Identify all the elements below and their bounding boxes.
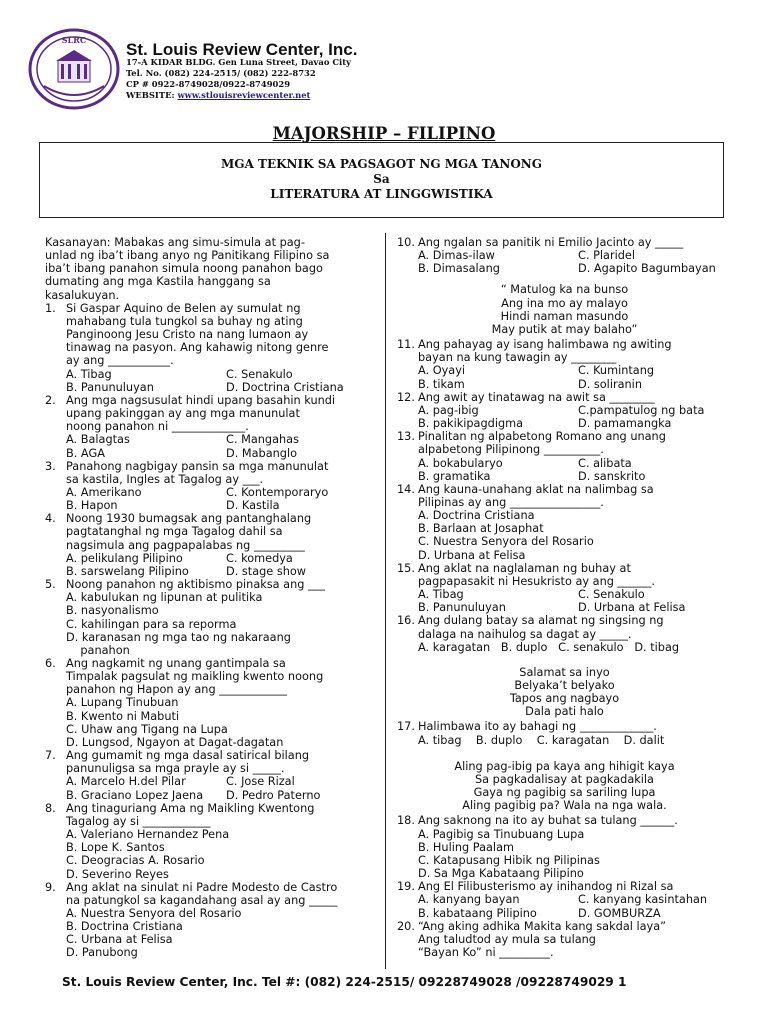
org-address: 17-A KIDAR BLDG. Gen Luna Street, Davao City (126, 57, 351, 67)
question-item (397, 814, 732, 880)
question-line (397, 351, 732, 364)
left-column (45, 236, 380, 960)
option-row (45, 775, 380, 788)
question-text: na patungkol sa kagandahang asal ay ang _____ (66, 893, 338, 907)
question-text: sa kastila, Ingles at Tagalog ay ___. (66, 472, 264, 486)
question-text: Si Gaspar Aquino de Belen ay sumulat ng (66, 301, 301, 315)
option-row (45, 433, 380, 446)
option: B. nasyonalismo (66, 604, 159, 618)
option: D. karanasan ng mga tao ng nakaraang (66, 630, 291, 644)
question-number: 15. (397, 561, 415, 575)
option: A. Marcelo H.del Pilar (66, 775, 186, 789)
option-row (397, 417, 732, 430)
topic-line-1: MGA TEKNIK SA PAGSAGOT NG MGA TANONG (221, 157, 542, 171)
option: B. Kwento ni Mabuti (66, 709, 180, 723)
option: B. pakikipagdigma (418, 417, 524, 431)
question-text: nagsimula ang pagpapalabas ng _________ (66, 538, 305, 552)
question-number: 10. (397, 236, 415, 249)
option-row (397, 378, 732, 391)
option: D. Severino Reyes (66, 867, 169, 881)
topic-line-3: LITERATURA AT LINGGWISTIKA (270, 187, 493, 201)
option-row (397, 470, 732, 483)
question-line (45, 749, 380, 762)
question-text: Pilipinas ay ang ________________. (418, 495, 604, 509)
option: D. Mabanglo (226, 446, 298, 460)
option: B. Hapon (66, 499, 118, 513)
question-number: 18. (397, 814, 415, 828)
option-row (45, 499, 380, 512)
question-line (397, 391, 732, 404)
poem-line: Gaya ng pagibig sa sariling lupa (473, 786, 656, 800)
option: A. Valeriano Hernandez Pena (66, 828, 230, 842)
option: C. Deogracias A. Rosario (66, 854, 205, 868)
question-item (45, 881, 380, 960)
question-line (397, 814, 732, 827)
option: B. Panunuluyan (418, 601, 506, 615)
question-line (45, 420, 380, 433)
option-row (45, 381, 380, 394)
question-text: “Bayan Ko” ni _________. (418, 945, 554, 959)
question-line (45, 657, 380, 670)
logo-text: SLRC (61, 35, 87, 45)
question-item (397, 614, 732, 653)
page-title: MAJORSHIP – FILIPINO (272, 124, 496, 143)
question-number: 20. (397, 919, 415, 933)
question-line (397, 430, 732, 443)
option-row: A. karagatan B. duplo C. senakulo D. tibag (418, 640, 680, 654)
question-text: pagtatanghal ng mga Tagalog dahil sa (66, 525, 283, 539)
option: D. Urbana at Felisa (418, 548, 526, 562)
question-line (397, 720, 732, 733)
question-number: 13. (397, 430, 415, 444)
option: A. pelikulang Pilipino (66, 551, 183, 565)
right-column (397, 236, 732, 959)
question-item (45, 749, 380, 802)
question-text: ay ang ___________. (66, 354, 174, 368)
option-row (397, 364, 732, 377)
option: A. Tibag (418, 588, 464, 602)
poem-excerpt (397, 666, 732, 719)
option: A. Doctrina Cristiana (418, 509, 535, 523)
topic-line-2: Sa (373, 172, 390, 186)
question-line (45, 762, 380, 775)
question-text: Tagalog ay si ____________ (66, 814, 211, 828)
org-cp: CP # 0922-8749028/0922-8749029 (126, 79, 291, 89)
question-number: 8. (45, 801, 56, 815)
option: B. AGA (66, 446, 105, 460)
question-text: Timpalak pagsulat ng maikling kwento noong (66, 670, 324, 684)
option-row (45, 368, 380, 381)
option: D. Urbana at Felisa (578, 601, 686, 615)
option: C. Senakulo (578, 588, 645, 602)
option: A. Dimas-ilaw (418, 249, 495, 263)
question-text: panahon ng Hapon ay ang ____________ (66, 683, 287, 697)
question-text: Ang tinaguriang Ama ng Maikling Kwentong (66, 801, 315, 815)
option-row (45, 486, 380, 499)
question-item (397, 720, 732, 746)
question-line (45, 512, 380, 525)
question-item (397, 338, 732, 391)
question-item (45, 512, 380, 578)
question-text: Ang El Filibusterismo ay inihandog ni Rizal sa (418, 880, 674, 894)
question-line (397, 338, 732, 351)
question-line (45, 670, 380, 683)
option: B. tikam (418, 377, 465, 391)
question-number: 19. (397, 880, 415, 894)
question-line (397, 933, 732, 946)
option-row (397, 249, 732, 262)
option: D. Kastila (226, 499, 280, 513)
option: B. Huling Paalam (418, 840, 515, 854)
question-number: 1. (45, 301, 56, 315)
question-line (397, 562, 732, 575)
question-line (45, 539, 380, 552)
poem-line: Tapos ang nagbayo (509, 692, 620, 706)
question-text: Halimbawa ito ay bahagi ng _____________. (418, 720, 657, 734)
question-item (45, 460, 380, 513)
question-text: Panginoong Jesu Cristo na nang lumaon ay (66, 328, 309, 342)
option: D. Sa Mga Kabataang Pilipino (418, 867, 584, 881)
option: D. sanskrito (578, 469, 646, 483)
poem-line: Dala pati halo (525, 705, 604, 719)
option: C. alibata (578, 456, 632, 470)
question-number: 17. (397, 720, 415, 734)
question-text: mahabang tula tungkol sa buhay ng ating (66, 314, 303, 328)
column-divider (385, 233, 386, 969)
question-text: dalaga na naihulog sa dagat ay _____. (418, 627, 632, 641)
page-footer: St. Louis Review Center, Inc. Tel #: (082) 224-2515/ 09228749028 /09228749029 1 (62, 975, 627, 989)
option: A. Pagibig sa Tinubuang Lupa (418, 827, 585, 841)
question-item (397, 483, 732, 562)
poem-excerpt (397, 283, 732, 336)
question-item (45, 302, 380, 394)
question-item (45, 394, 380, 460)
question-line (45, 341, 380, 354)
question-text: Panahong nagbigay pansin sa mga manunulat (66, 459, 329, 473)
option: B. Panunuluyan (66, 380, 154, 394)
poem-line: “ Matulog ka na bunso (500, 283, 629, 297)
option: A. kabulukan ng lipunan at pulitika (66, 591, 263, 605)
option: panahon (66, 643, 130, 657)
option: A. Tibag (66, 367, 112, 381)
question-item (397, 236, 732, 275)
question-line (45, 894, 380, 907)
poem-line: Ang ina mo ay malayo (501, 296, 628, 310)
poem-excerpt (397, 760, 732, 813)
option-row (397, 262, 732, 275)
question-line (45, 473, 380, 486)
poem-line: Salamat sa inyo (519, 665, 610, 679)
question-item (397, 562, 732, 615)
option: A. Nuestra Senyora del Rosario (66, 906, 242, 920)
option-row (397, 457, 732, 470)
question-line (45, 354, 380, 367)
question-number: 3. (45, 459, 56, 473)
question-line (45, 802, 380, 815)
question-text: noong panahon ni _____________. (66, 420, 249, 434)
option: D. soliranin (578, 377, 642, 391)
option: C. Kontemporaryo (226, 485, 329, 499)
option: D. Doctrina Cristiana (226, 380, 344, 394)
question-text: upang pakinggan ay ang mga manunulat (66, 407, 300, 421)
question-line (397, 483, 732, 496)
intro-line: iba’t ibang panahon simula noong panahon bago (45, 262, 323, 276)
option: B. kabataang Pilipino (418, 906, 537, 920)
question-text: Ang nagkamit ng unang gantimpala sa (66, 657, 286, 670)
option: A. Balagtas (66, 433, 130, 447)
question-number: 11. (397, 338, 415, 352)
question-text: Ang mga nagsusulat hindi upang basahin kundi (66, 393, 336, 407)
option: A. Oyayi (418, 364, 466, 378)
question-line (45, 302, 380, 315)
question-text: Ang aklat na naglalaman ng buhay at (418, 561, 631, 575)
question-line (397, 443, 732, 456)
question-text: Ang saknong na ito ay buhat sa tulang ______. (418, 814, 678, 828)
question-item (45, 578, 380, 657)
option: C.pampatulog ng bata (578, 403, 705, 417)
option: B. Lope K. Santos (66, 841, 165, 855)
question-text: alpabetong Pilipinong __________. (418, 443, 604, 457)
question-line (397, 575, 732, 588)
question-number: 14. (397, 482, 415, 496)
question-line (45, 328, 380, 341)
option: B. gramatika (418, 469, 491, 483)
slrc-logo (28, 28, 120, 110)
option-row (45, 447, 380, 460)
question-text: tinawag na pasyon. Ang kahawig nitong genre (66, 341, 329, 355)
question-item (45, 657, 380, 749)
org-website-line (126, 90, 310, 101)
intro-line: kasalukuyan. (45, 288, 120, 302)
question-number: 2. (45, 393, 56, 407)
question-text: Noong panahon ng aktibismo pinaksa ang ___ (66, 578, 325, 592)
question-number: 4. (45, 512, 56, 526)
option: C. Nuestra Senyora del Rosario (418, 535, 594, 549)
poem-line: Belyaka’t belyako (514, 679, 615, 692)
question-line (45, 683, 380, 696)
question-line (397, 236, 732, 249)
question-number: 7. (45, 749, 56, 763)
option: D. stage show (226, 564, 307, 578)
option: C. Plaridel (578, 249, 635, 263)
question-line (45, 525, 380, 538)
question-line (397, 946, 732, 959)
intro-line: unlad ng iba’t ibang anyo ng Panitikang Filipino sa (45, 249, 330, 263)
option-row (45, 552, 380, 565)
question-item (397, 880, 732, 919)
question-line (45, 407, 380, 420)
poem-line: Sa pagkadalisay at pagkadakila (475, 772, 654, 786)
option: A. pag-ibig (418, 403, 479, 417)
question-text: Ang gumamit ng mga dasal satirical bilang (66, 749, 310, 763)
intro-line: Kasanayan: Mabakas ang simu-simula at pag- (45, 236, 305, 249)
question-item (397, 391, 732, 430)
option: C. Urbana at Felisa (66, 933, 173, 947)
question-line (397, 628, 732, 641)
poem-line: Aling pag-ibig pa kaya ang hihigit kaya (454, 759, 675, 773)
question-text: panunuligsa sa mga prayle ay si _____. (66, 762, 285, 776)
option: C. Uhaw ang Tigang na Lupa (66, 722, 228, 736)
option: A. Amerikano (66, 485, 142, 499)
question-line (397, 496, 732, 509)
option: D. GOMBURZA (578, 906, 661, 920)
poem-line: May putik at may balaho” (491, 322, 638, 336)
option: B. Dimasalang (418, 262, 500, 276)
option: C. Senakulo (226, 367, 293, 381)
option: D. Pedro Paterno (226, 788, 321, 802)
question-text: Ang kauna-unahang aklat na nalimbag sa (418, 482, 654, 496)
question-text: Ang ngalan sa panitik ni Emilio Jacinto ay _____ (418, 236, 684, 249)
poem-line: Aling pagibig pa? Wala na nga wala. (462, 799, 667, 813)
question-text: Pinalitan ng alpabetong Romano ang unang (418, 430, 666, 444)
question-line (45, 815, 380, 828)
question-text: “Ang aking adhika Makita kang sakdal laya” (418, 919, 666, 933)
option-row (397, 588, 732, 601)
option-row (397, 404, 732, 417)
option-row (397, 893, 732, 906)
option: D. pamamangka (578, 417, 672, 431)
option: C. komedya (226, 551, 293, 565)
option: C. Jose Rizal (226, 775, 295, 789)
poem-line: Hindi naman masundo (500, 309, 629, 323)
option: B. Graciano Lopez Jaena (66, 788, 204, 802)
option-row (45, 565, 380, 578)
org-tel: Tel. No. (082) 224-2515/ (082) 222-8732 (126, 68, 316, 78)
question-text: pagpapasakit ni Hesukristo ay ang ______. (418, 574, 656, 588)
option: A. Lupang Tinubuan (66, 696, 179, 710)
question-text: bayan na kung tawagin ay ________ (418, 351, 617, 365)
option: D. Panubong (66, 946, 138, 960)
option: C. Mangahas (226, 433, 299, 447)
option: A. bokabularyo (418, 456, 503, 470)
question-line (45, 460, 380, 473)
option-row (45, 789, 380, 802)
question-number: 6. (45, 657, 56, 670)
option: D. Lungsod, Ngayon at Dagat-dagatan (66, 735, 284, 749)
option-row (397, 601, 732, 614)
option: B. Barlaan at Josaphat (418, 522, 544, 536)
question-line (397, 614, 732, 627)
question-number: 9. (45, 880, 56, 894)
question-text: Ang dulang batay sa alamat ng singsing ng (418, 614, 664, 628)
question-number: 12. (397, 390, 415, 404)
question-text: Ang pahayag ay isang halimbawa ng awiting (418, 338, 672, 352)
website-label: WEBSITE: (126, 90, 178, 100)
option: B. sarswelang Pilipino (66, 564, 189, 578)
option: A. kanyang bayan (418, 893, 520, 907)
question-line (397, 880, 732, 893)
question-line (45, 394, 380, 407)
option: B. Doctrina Cristiana (66, 920, 183, 934)
intro-line: dumating ang mga Kastila hanggang sa (45, 275, 271, 289)
question-text: Ang taludtod ay mula sa tulang (418, 932, 596, 946)
question-number: 5. (45, 578, 56, 592)
option: D. Agapito Bagumbayan (578, 262, 716, 276)
website-link[interactable]: www.stlouisreviewcenter.net (177, 90, 311, 100)
option: C. kahilingan para sa reporma (66, 617, 237, 631)
option-row (397, 907, 732, 920)
question-text: Ang awit ay tinatawag na awit sa ________ (418, 390, 655, 404)
option: C. Katapusang Hibik ng Pilipinas (418, 853, 600, 867)
question-line (45, 578, 380, 591)
question-text: Ang aklat na sinulat ni Padre Modesto de Castro (66, 880, 338, 894)
question-line (45, 315, 380, 328)
question-item (397, 920, 732, 959)
question-line (397, 920, 732, 933)
option-row: A. tibag B. duplo C. karagatan D. dalit (418, 733, 665, 747)
question-text: Noong 1930 bumagsak ang pantanghalang (66, 512, 312, 526)
question-number: 16. (397, 614, 415, 628)
option: C. Kumintang (578, 364, 655, 378)
org-name: St. Louis Review Center, Inc. (126, 40, 358, 59)
question-item (397, 430, 732, 483)
question-line (45, 881, 380, 894)
option: C. kanyang kasintahan (578, 893, 708, 907)
question-item (45, 802, 380, 881)
